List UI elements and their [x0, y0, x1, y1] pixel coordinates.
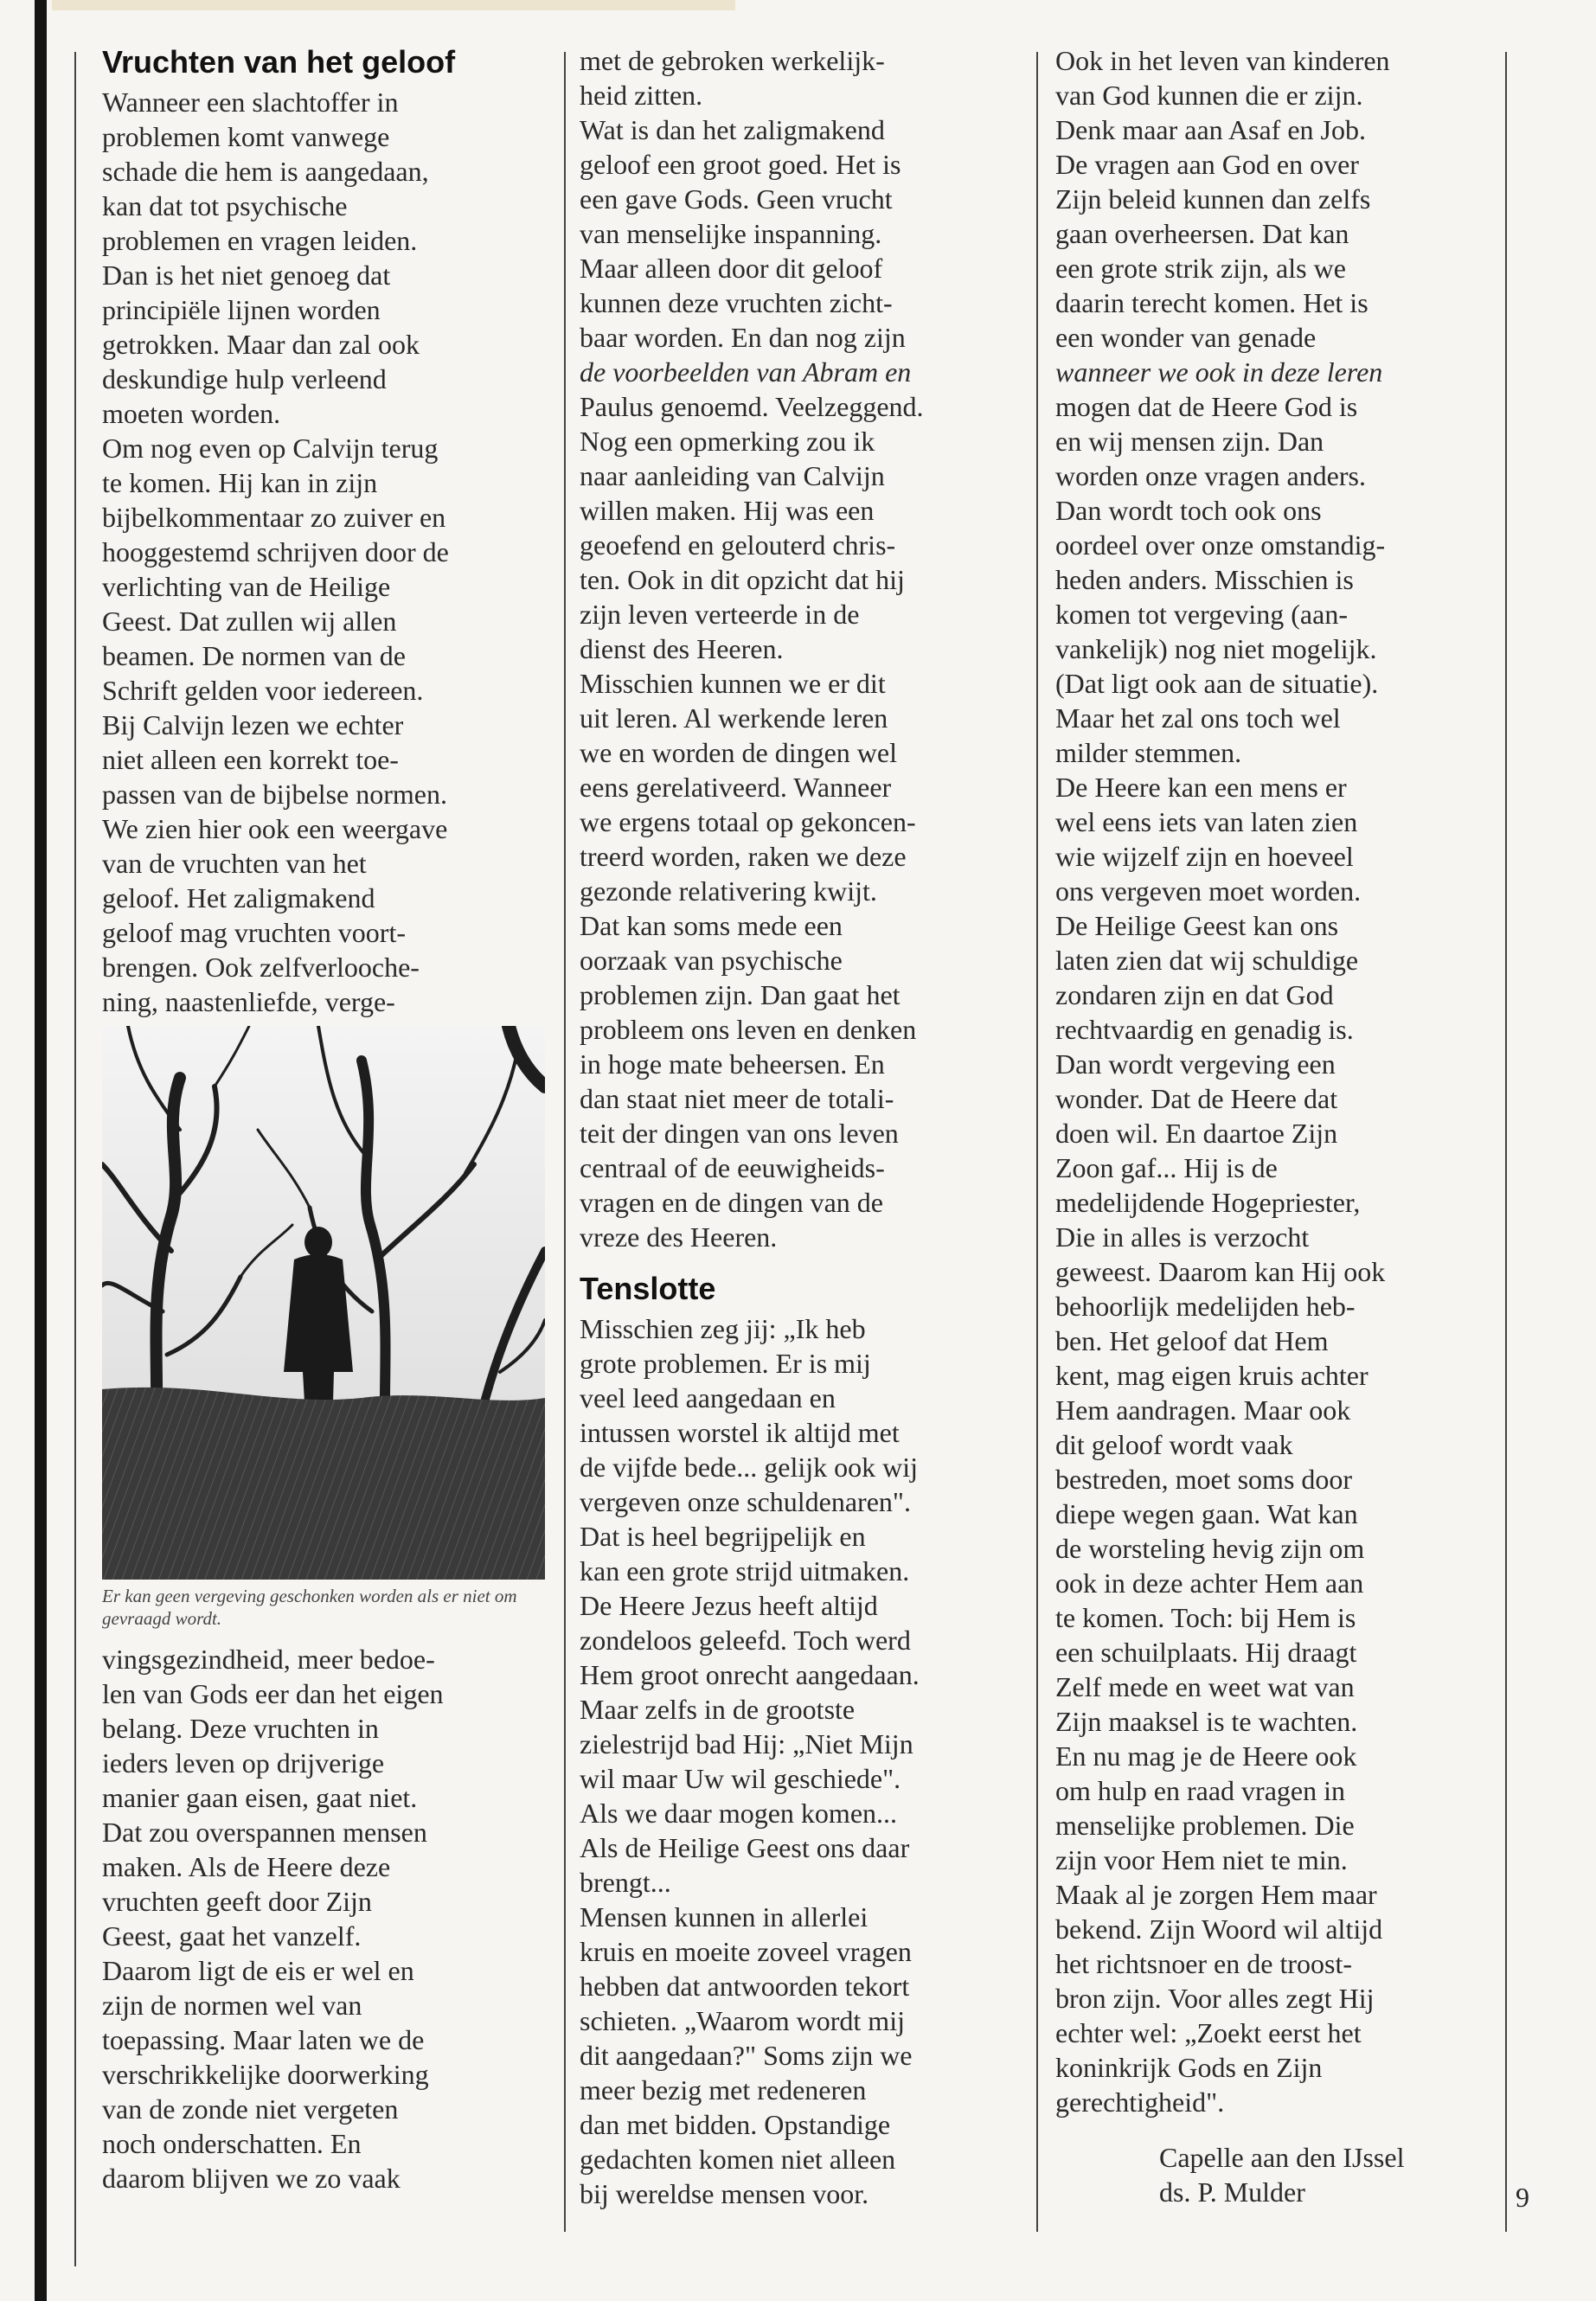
text-line: dit geloof wordt vaak	[1055, 1429, 1293, 1460]
text-line: kunnen deze vruchten zicht-	[580, 287, 893, 318]
text-line: intussen worstel ik altijd met	[580, 1417, 900, 1448]
text-line: vreze des Heeren.	[580, 1221, 778, 1253]
text-line: geloof. Het zaligmakend	[102, 882, 375, 913]
column-rule-1	[564, 52, 566, 2232]
text-line: geloof een groot goed. Het is	[580, 149, 901, 180]
text-line: We zien hier ook een weergave	[102, 813, 448, 844]
column-2-text-continued	[580, 1311, 1012, 2211]
text-line: Zijn maaksel is te wachten.	[1055, 1706, 1358, 1737]
text-line: Dat is heel begrijpelijk en	[580, 1521, 866, 1552]
text-line: probleem ons leven en denken	[580, 1014, 917, 1045]
text-line: De Heere Jezus heeft altijd	[580, 1590, 878, 1621]
text-line: worden onze vragen anders.	[1055, 460, 1366, 491]
text-line: Dat zou overspannen mensen	[102, 1817, 427, 1848]
text-line: een schuilplaats. Hij draagt	[1055, 1637, 1357, 1668]
text-line: gaan overheersen. Dat kan	[1055, 218, 1349, 249]
text-line: geweest. Daarom kan Hij ook	[1055, 1256, 1386, 1287]
text-line: belang. Deze vruchten in	[102, 1713, 379, 1744]
text-line: Maar alleen door dit geloof	[580, 253, 883, 284]
text-line: ons vergeven moet worden.	[1055, 875, 1362, 907]
text-line: laten zien dat wij schuldige	[1055, 945, 1359, 976]
text-line: passen van de bijbelse normen.	[102, 779, 447, 810]
article-heading: Vruchten van het geloof	[102, 44, 456, 80]
left-binding-bar	[35, 0, 47, 2301]
column-1	[102, 43, 545, 2195]
text-line: van God kunnen die er zijn.	[1055, 80, 1363, 111]
text-line: uit leren. Al werkende leren	[580, 702, 888, 734]
text-line: te komen. Hij kan in zijn	[102, 467, 378, 498]
signature-name: ds. P. Mulder	[1159, 2176, 1305, 2208]
text-line: dienst des Heeren.	[580, 633, 784, 664]
text-line: bestreden, moet soms door	[1055, 1464, 1353, 1495]
text-line: het richtsnoer en de troost-	[1055, 1948, 1352, 1979]
text-line: toepassing. Maar laten we de	[102, 2024, 425, 2055]
text-line: Zijn beleid kunnen dan zelfs	[1055, 183, 1371, 215]
text-line: Dat kan soms mede een	[580, 910, 843, 941]
text-line: daarom blijven we zo vaak	[102, 2163, 401, 2194]
text-line: menselijke problemen. Die	[1055, 1810, 1355, 1841]
text-line: moeten worden.	[102, 398, 281, 429]
text-line: Dan is het niet genoeg dat	[102, 260, 391, 291]
text-line: zijn leven verteerde in de	[580, 599, 860, 630]
text-line: hebben dat antwoorden tekort	[580, 1971, 910, 2002]
text-line: van de vruchten van het	[102, 848, 367, 879]
text-line: kan dat tot psychische	[102, 190, 348, 221]
text-line: De vragen aan God en over	[1055, 149, 1359, 180]
text-line: gerechtigheid".	[1055, 2086, 1225, 2118]
text-line: Geest. Dat zullen wij allen	[102, 606, 397, 637]
text-line: Zoon gaf... Hij is de	[1055, 1152, 1278, 1183]
text-line: wel eens iets van laten zien	[1055, 806, 1358, 837]
text-line: willen maken. Hij was een	[580, 495, 875, 526]
text-line: Dan wordt vergeving een	[1055, 1048, 1336, 1080]
text-line: Nog een opmerking zou ik	[580, 426, 875, 457]
text-line: echter wel: „Zoekt eerst het	[1055, 2017, 1362, 2048]
text-line: Als we daar mogen komen...	[580, 1798, 898, 1829]
text-line: problemen en vragen leiden.	[102, 225, 418, 256]
text-line: ning, naastenliefde, verge-	[102, 986, 395, 1017]
text-line: de vijfde bede... gelijk ook wij	[580, 1452, 919, 1483]
text-line: brengt...	[580, 1867, 671, 1898]
text-line: centraal of de eeuwigheids-	[580, 1152, 885, 1183]
text-line: een gave Gods. Geen vrucht	[580, 183, 893, 215]
text-line: Om nog even op Calvijn terug	[102, 433, 439, 464]
text-line: eens gerelativeerd. Wanneer	[580, 772, 892, 803]
column-rule-2	[1036, 52, 1038, 2232]
text-line: milder stemmen.	[1055, 737, 1242, 768]
text-line: grote problemen. Er is mij	[580, 1348, 871, 1379]
text-line: meer bezig met redeneren	[580, 2074, 867, 2106]
text-line: vingsgezindheid, meer bedoe-	[102, 1644, 435, 1675]
column-rule-left	[74, 52, 76, 2266]
text-line: hooggestemd schrijven door de	[102, 536, 449, 567]
text-line: medelijdende Hogepriester,	[1055, 1187, 1361, 1218]
text-line: (Dat ligt ook aan de situatie).	[1055, 668, 1379, 699]
text-line: Ook in het leven van kinderen	[1055, 45, 1390, 76]
text-line: dit aangedaan?" Soms zijn we	[580, 2040, 913, 2071]
text-line: behoorlijk medelijden heb-	[1055, 1291, 1356, 1322]
text-line: Misschien kunnen we er dit	[580, 668, 886, 699]
text-line: wanneer we ook in deze leren	[1055, 356, 1383, 388]
text-line: en wij mensen zijn. Dan	[1055, 426, 1324, 457]
text-line: heden anders. Misschien is	[1055, 564, 1354, 595]
text-line: Wanneer een slachtoffer in	[102, 87, 399, 118]
text-line: dan met bidden. Opstandige	[580, 2109, 891, 2140]
text-line: van menselijke inspanning.	[580, 218, 882, 249]
text-line: ben. Het geloof dat Hem	[1055, 1325, 1329, 1356]
column-1-text-continued	[102, 1642, 545, 2195]
text-line: Dan wordt toch ook ons	[1055, 495, 1322, 526]
text-line: ieders leven op drijverige	[102, 1747, 385, 1779]
text-line: Hem groot onrecht aangedaan.	[580, 1659, 920, 1690]
page-number: 9	[1516, 2182, 1529, 2213]
text-line: we ergens totaal op gekoncen-	[580, 806, 916, 837]
text-line: treerd worden, raken we deze	[580, 841, 907, 872]
text-line: gedachten komen niet alleen	[580, 2144, 896, 2175]
text-line: getrokken. Maar dan zal ook	[102, 329, 420, 360]
column-2	[580, 43, 1012, 2211]
text-line: rechtvaardig en genadig is.	[1055, 1014, 1354, 1045]
text-line: Zelf mede en weet wat van	[1055, 1671, 1355, 1702]
text-line: Maar zelfs in de grootste	[580, 1694, 856, 1725]
text-line: problemen komt vanwege	[102, 121, 390, 152]
text-line: bron zijn. Voor alles zegt Hij	[1055, 1983, 1375, 2014]
text-line: Mensen kunnen in allerlei	[580, 1901, 869, 1932]
text-line: te komen. Toch: bij Hem is	[1055, 1602, 1356, 1633]
text-line: Daarom ligt de eis er wel en	[102, 1955, 414, 1986]
tree-silhouette-photo	[102, 1026, 545, 1580]
text-line: diepe wegen gaan. Wat kan	[1055, 1498, 1358, 1529]
text-line: wil maar Uw wil geschiede".	[580, 1763, 901, 1794]
text-line: oordeel over onze omstandig-	[1055, 529, 1386, 561]
text-line: deskundige hulp verleend	[102, 363, 387, 394]
text-line: De Heilige Geest kan ons	[1055, 910, 1339, 941]
text-line: naar aanleiding van Calvijn	[580, 460, 885, 491]
text-line: teit der dingen van ons leven	[580, 1118, 899, 1149]
text-line: vergeven onze schuldenaren".	[580, 1486, 911, 1517]
text-line: verlichting van de Heilige	[102, 571, 391, 602]
text-line: bekend. Zijn Woord wil altijd	[1055, 1913, 1383, 1945]
text-line: Hem aandragen. Maar ook	[1055, 1394, 1351, 1426]
text-line: om hulp en raad vragen in	[1055, 1775, 1345, 1806]
text-line: vragen en de dingen van de	[580, 1187, 883, 1218]
text-line: vruchten geeft door Zijn	[102, 1886, 372, 1917]
text-line: Bij Calvijn lezen we echter	[102, 709, 404, 740]
text-line: wonder. Dat de Heere dat	[1055, 1083, 1338, 1114]
column-3	[1055, 43, 1497, 2209]
text-line: zielestrijd bad Hij: „Niet Mijn	[580, 1728, 913, 1759]
text-line: vankelijk) nog niet mogelijk.	[1055, 633, 1377, 664]
column-rule-right	[1505, 52, 1507, 2232]
text-line: met de gebroken werkelijk-	[580, 45, 885, 76]
column-1-text	[102, 85, 545, 1019]
text-line: daarin terecht komen. Het is	[1055, 287, 1368, 318]
text-line: we en worden de dingen wel	[580, 737, 897, 768]
text-line: Maar het zal ons toch wel	[1055, 702, 1341, 734]
text-line: baar worden. En dan nog zijn	[580, 322, 906, 353]
column-2-text	[580, 43, 1012, 1254]
photo-caption: Er kan geen vergeving geschonken worden als er niet om gevraagd wordt.	[102, 1586, 517, 1629]
text-line: bijbelkommentaar zo zuiver en	[102, 502, 446, 533]
text-line: len van Gods eer dan het eigen	[102, 1678, 444, 1709]
text-line: kent, mag eigen kruis achter	[1055, 1360, 1368, 1391]
text-line: beamen. De normen van de	[102, 640, 406, 671]
text-line: zijn voor Hem niet te min.	[1055, 1844, 1348, 1875]
text-line: Denk maar aan Asaf en Job.	[1055, 114, 1366, 145]
text-line: een grote strik zijn, als we	[1055, 253, 1346, 284]
text-line: Geest, gaat het vanzelf.	[102, 1920, 362, 1952]
text-line: Misschien zeg jij: „Ik heb	[580, 1313, 866, 1344]
text-line: komen tot vergeving (aan-	[1055, 599, 1348, 630]
text-line: ten. Ook in dit opzicht dat hij	[580, 564, 905, 595]
text-line: Maak al je zorgen Hem maar	[1055, 1879, 1377, 1910]
text-line: zijn de normen wel van	[102, 1990, 362, 2021]
text-line: de voorbeelden van Abram en	[580, 356, 912, 388]
text-line: Die in alles is verzocht	[1055, 1221, 1310, 1253]
text-line: Schrift gelden voor iedereen.	[102, 675, 424, 706]
signature-place: Capelle aan den IJssel	[1159, 2142, 1405, 2173]
text-line: dan staat niet meer de totali-	[580, 1083, 894, 1114]
text-line: manier gaan eisen, gaat niet.	[102, 1782, 418, 1813]
text-line: gezonde relativering kwijt.	[580, 875, 877, 907]
text-line: mogen dat de Heere God is	[1055, 391, 1358, 422]
text-line: De Heere kan een mens er	[1055, 772, 1347, 803]
text-line: zondeloos geleefd. Toch werd	[580, 1625, 911, 1656]
text-line: kruis en moeite zoveel vragen	[580, 1936, 912, 1967]
text-line: schieten. „Waarom wordt mij	[580, 2005, 905, 2036]
text-line: brengen. Ook zelfverloochе-	[102, 952, 420, 983]
text-line: wie wijzelf zijn en hoeveel	[1055, 841, 1354, 872]
text-line: Als de Heilige Geest ons daar	[580, 1832, 910, 1863]
text-line: veel leed aangedaan en	[580, 1382, 836, 1413]
text-line: kan een grote strijd uitmaken.	[580, 1555, 910, 1586]
text-line: de worsteling hevig zijn om	[1055, 1533, 1365, 1564]
text-line: koninkrijk Gods en Zijn	[1055, 2052, 1323, 2083]
text-line: niet alleen een korrekt toe-	[102, 744, 399, 775]
text-line: ook in deze achter Hem aan	[1055, 1567, 1364, 1599]
signature	[1159, 2140, 1497, 2209]
text-line: geoefend en gelouterd chris-	[580, 529, 896, 561]
text-line: maken. Als de Heere deze	[102, 1851, 391, 1882]
section-heading-tenslotte: Tenslotte	[580, 1271, 716, 1306]
text-line: problemen zijn. Dan gaat het	[580, 979, 901, 1010]
text-line: een wonder van genade	[1055, 322, 1317, 353]
text-line: oorzaak van psychische	[580, 945, 843, 976]
text-line: noch onderschatten. En	[102, 2128, 362, 2159]
text-line: schade die hem is aangedaan,	[102, 156, 429, 187]
top-color-strip	[52, 0, 735, 10]
text-line: zondaren zijn en dat God	[1055, 979, 1334, 1010]
text-line: Wat is dan het zaligmakend	[580, 114, 885, 145]
text-line: heid zitten.	[580, 80, 703, 111]
column-3-text	[1055, 43, 1497, 2119]
text-line: principiële lijnen worden	[102, 294, 381, 325]
text-line: bij wereldse mensen voor.	[580, 2178, 869, 2209]
text-line: En nu mag je de Heere ook	[1055, 1740, 1357, 1772]
text-line: geloof mag vruchten voort-	[102, 917, 406, 948]
text-line: doen wil. En daartoe Zijn	[1055, 1118, 1338, 1149]
text-line: van de zonde niet vergeten	[102, 2093, 399, 2125]
text-line: Paulus genoemd. Veelzeggend.	[580, 391, 924, 422]
text-line: verschrikkelijke doorwerking	[102, 2059, 429, 2090]
text-line: in hoge mate beheersen. En	[580, 1048, 885, 1080]
